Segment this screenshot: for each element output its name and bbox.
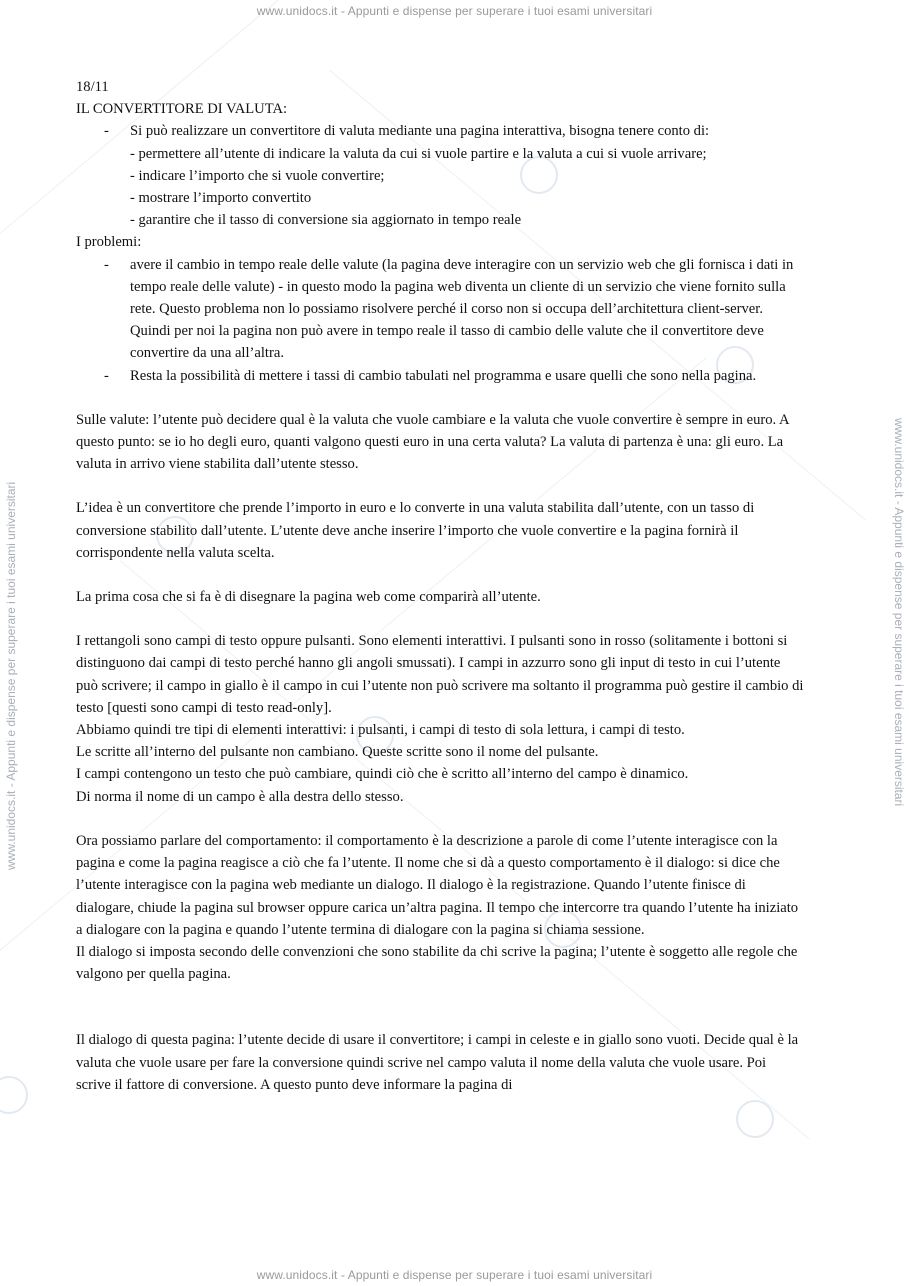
- watermark-side-left: www.unidocs.it - Appunti e dispense per superare i tuoi esami universitari: [4, 481, 18, 870]
- paragraph: La prima cosa che si fa è di disegnare la pagina web come comparirà all’utente.: [76, 589, 541, 606]
- list-item: [76, 120, 804, 142]
- sub-item: - indicare l’importo che si vuole convertire;: [130, 167, 385, 184]
- bullet-dash: -: [104, 123, 109, 140]
- paragraph: Ora possiamo parlare del comportamento: il comportamento è la descrizione a parole di come l’utente interagisce con la pagina e come la pagina reagisce a ciò che fa l’utente. Il nome che si dà a questo comportamento è il dialogo: si dice che l’utente interagisce con la pagina web mediante un dialogo. Il dialogo è la registrazione. Quando l’utente finisce di dialogare, chiude la pagina sul browser oppure carica un’altra pagina. Il tempo che intercorre tra quando l’utente ha iniziato a dialogare con la pagina e quando l’utente termina di dialogare con la pagina si chiama sessione.: [76, 832, 799, 938]
- list-item: [76, 254, 804, 365]
- paragraph: Le scritte all’interno del pulsante non cambiano. Queste scritte sono il nome del pulsante.: [76, 744, 599, 761]
- paragraph: Sulle valute: l’utente può decidere qual è la valuta che vuole cambiare e la valuta che vuole convertire è sempre in euro. A questo punto: se io ho degli euro, quanti valgono questi euro in una certa valuta? La valuta di partenza è una: gli euro. La valuta in arrivo viene stabilita dall’utente stesso.: [76, 411, 789, 473]
- list-item-text: Resta la possibilità di mettere i tassi di cambio tabulati nel programma e usare quelli che sono nella pagina.: [130, 367, 757, 384]
- heading: IL CONVERTITORE DI VALUTA:: [76, 101, 288, 118]
- watermark-side-right: www.unidocs.it - Appunti e dispense per superare i tuoi esami universitari: [892, 418, 906, 807]
- bullet-dash: -: [104, 367, 109, 384]
- date: 18/11: [76, 79, 109, 95]
- list-item-text: avere il cambio in tempo reale delle valute (la pagina deve interagire con un servizio web che gli fornisca i dati in tempo reale delle valute) - in questo modo la pagina web diventa un cliente di un servizio che viene fornito sulla rete. Questo problema non lo possiamo risolvere perché il corso non si occupa dell’architettura client-server. Quindi per noi la pagina non può avere in tempo reale il tasso di cambio delle valute che il convertitore deve convertire da una all’altra.: [130, 256, 794, 362]
- sub-item: - garantire che il tasso di conversione sia aggiornato in tempo reale: [130, 212, 522, 229]
- problems-label: I problemi:: [76, 234, 142, 251]
- watermark-footer: www.unidocs.it - Appunti e dispense per superare i tuoi esami universitari: [256, 1268, 653, 1282]
- list-item: [76, 365, 804, 387]
- sub-item: - permettere all’utente di indicare la valuta da cui si vuole partire e la valuta a cui si vuole arrivare;: [130, 145, 707, 162]
- watermark-header: www.unidocs.it - Appunti e dispense per superare i tuoi esami universitari: [256, 4, 653, 18]
- paragraph: Il dialogo di questa pagina: l’utente decide di usare il convertitore; i campi in celeste e in giallo sono vuoti. Decide qual è la valuta che vuole usare per fare la conversione quindi scrive nel campo valuta il nome della valuta che vuole usare. Poi scrive il fattore di conversione. A questo punto deve informare la pagina di: [76, 1032, 799, 1093]
- bullet-dash: -: [104, 256, 109, 273]
- sub-item: - mostrare l’importo convertito: [130, 190, 312, 207]
- paragraph: I rettangoli sono campi di testo oppure pulsanti. Sono elementi interattivi. I pulsanti sono in rosso (solitamente i bottoni si distinguono dai campi di testo perché hanno gli angoli smussati). I campi in azzurro sono gli input di testo in cui l’utente può scrivere; il campo in giallo è il campo in cui l’utente non può scrivere ma soltanto il programma può gestire il cambio di testo [questi sono campi di testo read-only].: [76, 633, 804, 716]
- watermark-logo-icon: [736, 1100, 774, 1138]
- list-item-text: Si può realizzare un convertitore di valuta mediante una pagina interattiva, bisogna tenere conto di:: [130, 123, 710, 140]
- paragraph: I campi contengono un testo che può cambiare, quindi ciò che è scritto all’interno del campo è dinamico.: [76, 766, 689, 783]
- paragraph: L’idea è un convertitore che prende l’importo in euro e lo converte in una valuta stabilita dall’utente, con un tasso di conversione stabilito dall’utente. L’utente deve anche inserire l’importo che vuole convertire e la pagina fornirà il corrispondente nella valuta scelta.: [76, 500, 755, 561]
- document-body: [76, 76, 804, 1096]
- paragraph: Di norma il nome di un campo è alla destra dello stesso.: [76, 788, 404, 805]
- paragraph: Il dialogo si imposta secondo delle convenzioni che sono stabilite da chi scrive la pagina; l’utente è soggetto alle regole che valgono per quella pagina.: [76, 943, 798, 983]
- paragraph: Abbiamo quindi tre tipi di elementi interattivi: i pulsanti, i campi di testo di sola lettura, i campi di testo.: [76, 722, 685, 739]
- watermark-logo-icon: [0, 1076, 28, 1114]
